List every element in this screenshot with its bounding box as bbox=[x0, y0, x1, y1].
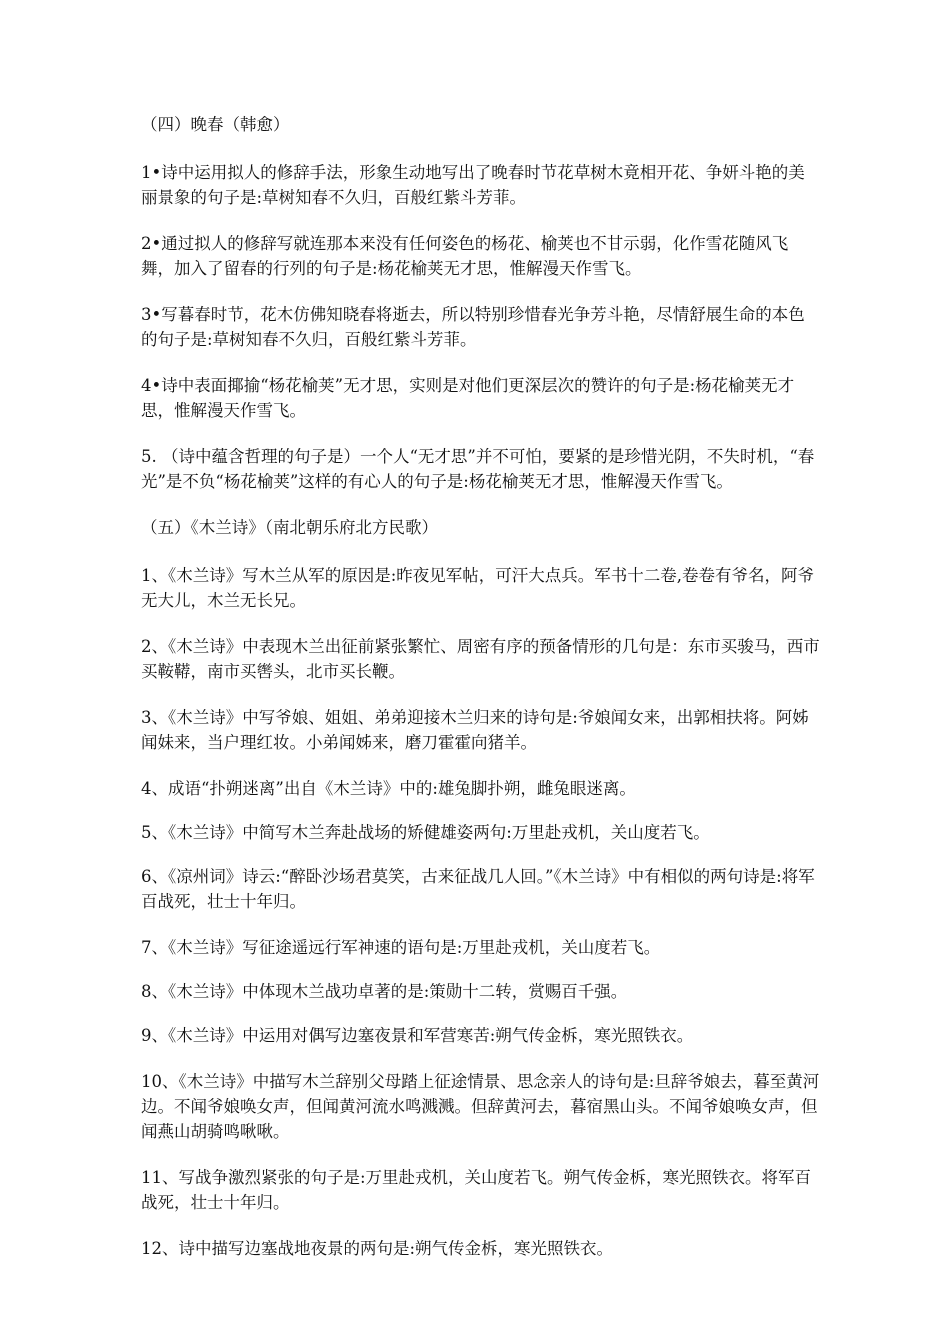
list-item: 5. （诗中蕴含哲理的句子是）一个人“无才思”并不可怕，要紧的是珍惜光阴，不失时机，“春光”是不负“杨花榆荚”这样的有心人的句子是:杨花榆荚无才思，惟解漫天作雪飞。 bbox=[141, 447, 815, 491]
list-item: 4•诗中表面揶揄“杨花榆荚”无才思，实则是对他们更深层次的赞许的句子是:杨花榆荚无才思，惟解漫天作雪飞。 bbox=[141, 376, 795, 420]
list-item: 9、《木兰诗》中运用对偶写边塞夜景和军营寒苦:朔气传金柝，寒光照铁衣。 bbox=[141, 1026, 694, 1045]
list-item: 7、《木兰诗》写征途遥远行军神速的语句是:万里赴戎机，关山度若飞。 bbox=[141, 938, 661, 957]
section-heading-mulanshi: （五）《木兰诗》（南北朝乐府北方民歌） bbox=[141, 518, 438, 537]
list-item: 2、《木兰诗》中表现木兰出征前紧张繁忙、周密有序的预备情形的几句是：东市买骏马，西市买鞍鞯，南市买辔头，北市买长鞭。 bbox=[141, 637, 820, 681]
list-item: 2•通过拟人的修辞写就连那本来没有任何姿色的杨花、榆荚也不甘示弱，化作雪花随风飞舞，加入了留春的行列的句子是:杨花榆荚无才思，惟解漫天作雪飞。 bbox=[141, 234, 789, 278]
list-item: 6、《凉州词》诗云:“醉卧沙场君莫笑，古来征战几人回。”《木兰诗》中有相似的两句诗是:将军百战死，壮士十年归。 bbox=[141, 867, 815, 911]
list-item: 3、《木兰诗》中写爷娘、姐姐、弟弟迎接木兰归来的诗句是:爷娘闻女来，出郭相扶将。阿姊闻妹来，当户理红妆。小弟闻姊来，磨刀霍霍向猪羊。 bbox=[141, 708, 809, 752]
document-page bbox=[141, 112, 821, 1282]
list-item: 10、《木兰诗》中描写木兰辞别父母踏上征途情景、思念亲人的诗句是:旦辞爷娘去，暮至黄河边。不闻爷娘唤女声，但闻黄河流水鸣溅溅。但辞黄河去，暮宿黑山头。不闻爷娘唤女声，但闻燕山胡骑鸣啾啾。 bbox=[141, 1072, 820, 1141]
list-item: 4、成语“扑朔迷离”出自《木兰诗》中的:雄兔脚扑朔，雌兔眼迷离。 bbox=[141, 779, 636, 798]
section-heading-wanchun: （四）晚春（韩愈） bbox=[141, 115, 290, 134]
list-item: 12、诗中描写边塞战地夜景的两句是:朔气传金柝，寒光照铁衣。 bbox=[141, 1239, 614, 1258]
list-item: 8、《木兰诗》中体现木兰战功卓著的是:策勋十二转，赏赐百千强。 bbox=[141, 982, 628, 1001]
list-item: 11、写战争激烈紧张的句子是:万里赴戎机，关山度若飞。朔气传金柝，寒光照铁衣。将军百战死，壮士十年归。 bbox=[141, 1168, 812, 1212]
list-item: 1、《木兰诗》写木兰从军的原因是:昨夜见军帖，可汗大点兵。军书十二卷,卷卷有爷名，阿爷无大儿，木兰无长兄。 bbox=[141, 566, 815, 610]
list-item: 5、《木兰诗》中简写木兰奔赴战场的矫健雄姿两句:万里赴戎机，关山度若飞。 bbox=[141, 823, 710, 842]
list-item: 3•写暮春时节，花木仿佛知晓春将逝去，所以特别珍惜春光争芳斗艳，尽情舒展生命的本色的句子是:草树知春不久归，百般红紫斗芳菲。 bbox=[141, 305, 805, 349]
list-item: 1•诗中运用拟人的修辞手法，形象生动地写出了晚春时节花草树木竟相开花、争妍斗艳的美丽景象的句子是:草树知春不久归，百般红紫斗芳菲。 bbox=[141, 163, 805, 207]
